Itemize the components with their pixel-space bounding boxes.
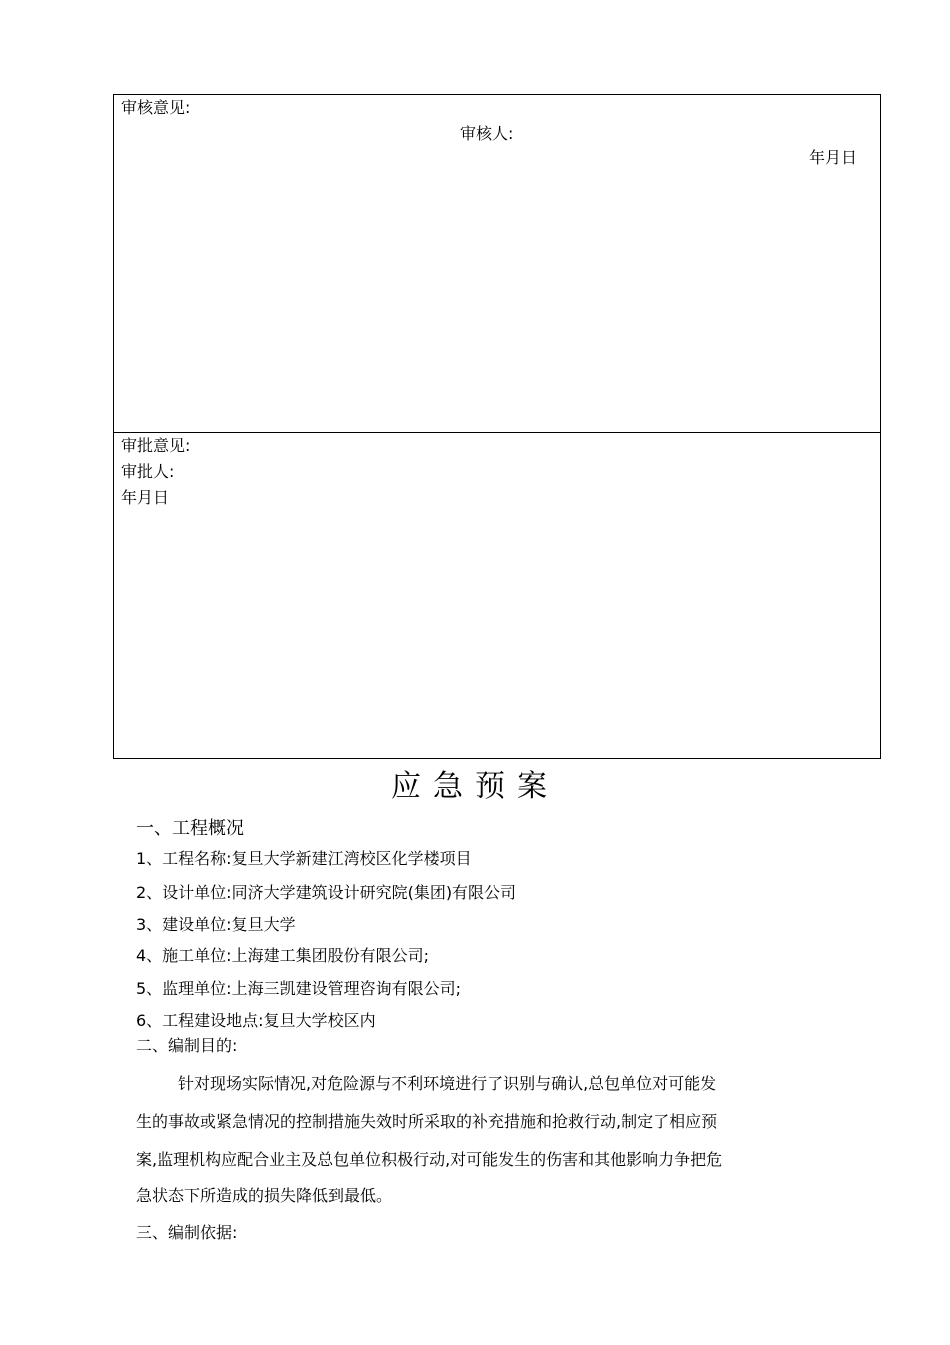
paragraph-line: 案,监理机构应配合业主及总包单位积极行动,对可能发生的伤害和其他影响力争把危 [136,1150,723,1169]
reviewer-label: 审核人: [460,124,514,143]
approval-date-label: 年月日 [121,488,170,507]
list-item: 6、工程建设地点:复旦大学校区内 [136,1011,376,1030]
approver-label: 审批人: [121,462,175,481]
paragraph-line: 针对现场实际情况,对危险源与不利环境进行了识别与确认,总包单位对可能发 [178,1074,717,1093]
paragraph-line: 急状态下所造成的损失降低到最低。 [136,1186,393,1205]
list-item: 2、设计单位:同济大学建筑设计研究院(集团)有限公司 [136,883,517,902]
section2-heading: 二、编制目的: [136,1036,238,1055]
review-date-label: 年月日 [809,148,858,167]
list-item: 3、建设单位:复旦大学 [136,915,296,934]
list-item: 1、工程名称:复旦大学新建江湾校区化学楼项目 [136,849,472,868]
review-opinion-label: 审核意见: [121,98,191,117]
section3-heading: 三、编制依据: [136,1223,238,1242]
document-title: 应急预案 [391,769,559,804]
list-item: 4、施工单位:上海建工集团股份有限公司; [136,946,429,965]
list-item: 5、监理单位:上海三凯建设管理咨询有限公司; [136,979,461,998]
section1-heading: 一、工程概况 [136,818,244,839]
approval-cell [114,433,880,758]
approval-opinion-label: 审批意见: [121,436,191,455]
review-cell [114,95,880,433]
approval-table [113,94,881,759]
paragraph-line: 生的事故或紧急情况的控制措施失效时所采取的补充措施和抢救行动,制定了相应预 [136,1112,718,1131]
